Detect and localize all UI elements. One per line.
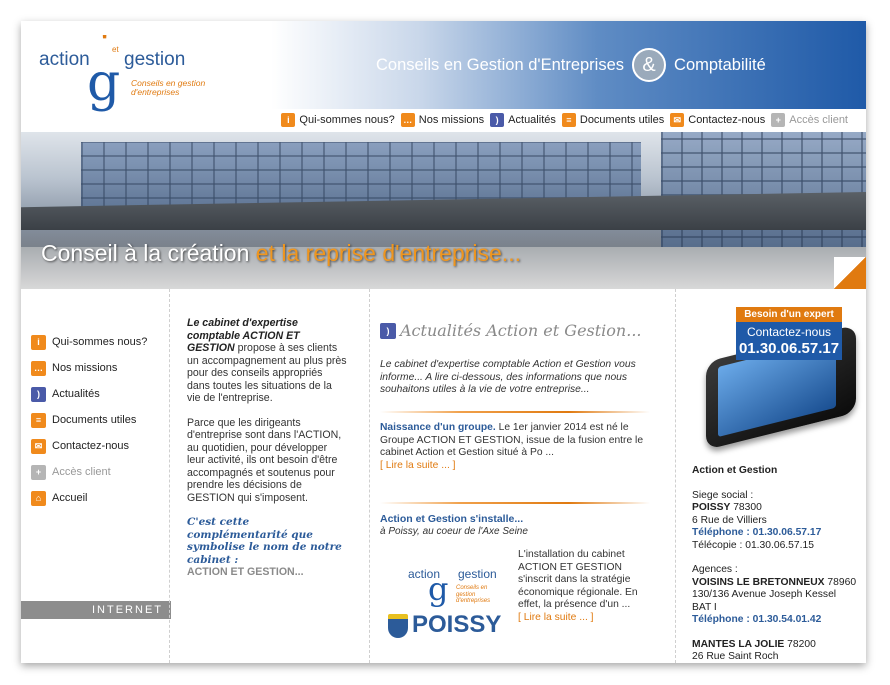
- sidebar-item-label: Actualités: [52, 388, 100, 400]
- poissy-logo-text: POISSY: [412, 611, 502, 638]
- hq-phone[interactable]: Téléphone : 01.30.06.57.17: [692, 527, 822, 538]
- sidebar-item-actualit-s[interactable]: [31, 381, 147, 407]
- logo-word-gestion: gestion: [458, 567, 497, 581]
- mail-icon: ✉: [31, 439, 46, 454]
- sidebar-item-accueil[interactable]: [31, 485, 147, 511]
- rss-icon: ): [380, 323, 396, 339]
- hero-title: [41, 240, 521, 267]
- chat-icon: …: [31, 361, 46, 376]
- sidebar-item-label: Contactez-nous: [52, 440, 130, 452]
- agencies-label: Agences :: [692, 564, 738, 575]
- logo-word-action: action: [408, 567, 441, 581]
- side-navigation: [31, 329, 147, 511]
- topnav-item-contactez-nous[interactable]: [670, 113, 765, 127]
- logo-subtitle: Conseils en gestion d'entreprises: [456, 585, 491, 604]
- sidebar-item-qui-sommes-nous[interactable]: [31, 329, 147, 355]
- sidebar-item-label: Nos missions: [52, 362, 118, 374]
- topnav-item-label: Qui-sommes nous?: [299, 114, 395, 126]
- agency-city: VOISINS LE BRETONNEUX: [692, 576, 825, 588]
- news-divider: [380, 411, 650, 413]
- hero-building-tower: [661, 132, 866, 252]
- logo-subtitle: Conseils en gestion d'entreprises: [131, 78, 206, 97]
- expert-label: Besoin d'un expert: [736, 307, 842, 322]
- about-brand: ACTION ET GESTION...: [187, 566, 304, 578]
- contact-column: [675, 289, 866, 663]
- logo-marks-icon: ''': [102, 33, 106, 50]
- rss-icon: ): [31, 387, 46, 402]
- topnav-item-label: Actualités: [508, 114, 556, 126]
- agency-city: MANTES LA JOLIE: [692, 638, 785, 650]
- hq-city: POISSY: [692, 502, 731, 513]
- expert-phone: 01.30.06.57.17: [738, 340, 840, 357]
- news-intro: Le cabinet d'expertise comptable Action et Gestion vous informe... A lire ci-dessous, des informations que nous souhaitons utiles à la vie de votre entreprise...: [380, 359, 636, 395]
- hq-street: 6 Rue de Villiers: [692, 514, 767, 526]
- topnav-item-actualit-s[interactable]: [490, 113, 556, 127]
- read-more-link[interactable]: [ Lire la suite ... ]: [380, 459, 456, 471]
- topnav-item-label: Accès client: [789, 114, 848, 126]
- topnav-item-qui-sommes-nous[interactable]: [281, 113, 394, 127]
- sidebar-item-label: Documents utiles: [52, 414, 137, 426]
- info-icon: i: [281, 113, 295, 127]
- chat-icon: …: [401, 113, 415, 127]
- topnav-item-nos-missions[interactable]: [401, 113, 484, 127]
- sidebar-item-label: Accueil: [52, 492, 88, 504]
- page-frame: [21, 21, 866, 663]
- agency-phone[interactable]: Téléphone : 01.30.54.01.42: [692, 614, 822, 625]
- agency-zip: 78960: [824, 576, 857, 588]
- company-name: Action et Gestion: [692, 465, 778, 476]
- tagline-right: Comptabilité: [674, 55, 766, 74]
- poissy-crest-icon: [388, 614, 408, 638]
- news-item: [380, 422, 660, 472]
- about-intro-text: propose à ses clients un accompagnement au plus près pour des conseils appropriés dans toutes les situations de la vie de l'entreprise.: [187, 342, 347, 404]
- site-header: [21, 21, 866, 131]
- topnav-item-documents-utiles[interactable]: [562, 113, 664, 127]
- logo-g-mark: g: [428, 570, 449, 608]
- news-title: Actualités Action et Gestion...: [400, 321, 642, 340]
- plus-icon: +: [31, 465, 46, 480]
- hq-zip: 78300: [730, 502, 762, 513]
- rss-icon: ): [490, 113, 504, 127]
- about-text: [187, 317, 347, 579]
- sidebar-item-documents-utiles[interactable]: [31, 407, 147, 433]
- info-icon: i: [31, 335, 46, 350]
- sidebar-item-nos-missions[interactable]: [31, 355, 147, 381]
- about-paragraph-2: Parce que les dirigeants d'entreprise sont dans l'ACTION, au quotidien, pour développer leur activité, ils ont besoin d'être accompagnés et soutenus pour prendre les décisions de GESTION qui s'imposent.: [187, 416, 342, 504]
- sidebar-item-label: Qui-sommes nous?: [52, 336, 148, 348]
- news-column: [369, 289, 675, 663]
- logo-word-et: et: [112, 45, 119, 54]
- mail-icon: ✉: [670, 113, 684, 127]
- topnav-item-acc-s-client[interactable]: [771, 113, 848, 127]
- agency-street: 130/136 Avenue Joseph Kessel: [692, 589, 837, 600]
- news-item-body: L'installation du cabinet ACTION ET GESTION s'inscrit dans la stratégie économique régionale. En effet, la présence d'un ...: [518, 549, 638, 610]
- news-item-subtitle: à Poissy, au coeur de l'Axe Seine: [380, 526, 528, 537]
- news-item-title[interactable]: Naissance d'un groupe.: [380, 422, 496, 433]
- plus-icon: +: [771, 113, 785, 127]
- about-closing: C'est cette complémentarité que symbolise le nom de notre cabinet :: [187, 516, 342, 566]
- expert-callout: [736, 322, 842, 360]
- news-item-text: Le 1er janvier 2014 est né le Groupe ACTION ET GESTION, issue de la fusion entre le cabinet Action et Gestion situé à Po ...: [380, 422, 644, 458]
- about-intro-emphasis: Le cabinet d'expertise comptable ACTION ET GESTION: [187, 317, 300, 354]
- logo-word-action: action: [39, 49, 90, 70]
- topnav-item-label: Contactez-nous: [688, 114, 766, 126]
- news-divider: [380, 502, 650, 504]
- header-tagline: [376, 51, 766, 79]
- logo-word-gestion: gestion: [124, 49, 186, 70]
- expert-promo[interactable]: [706, 307, 856, 452]
- logo-g-mark: g: [87, 53, 121, 113]
- topnav-item-label: Nos missions: [418, 114, 485, 126]
- hq-fax: Télécopie : 01.30.06.57.15: [692, 539, 814, 551]
- site-logo[interactable]: [39, 33, 219, 123]
- sidebar-item-acc-s-client[interactable]: [31, 459, 147, 485]
- document-icon: ≡: [31, 413, 46, 428]
- document-icon: ≡: [562, 113, 576, 127]
- ampersand-badge: &: [632, 48, 666, 82]
- news-item-title[interactable]: Action et Gestion s'installe...: [380, 513, 524, 525]
- agency-street: 26 Rue Saint Roch: [692, 651, 779, 662]
- sidebar-item-label: Accès client: [52, 466, 111, 478]
- page-curl-icon: [834, 257, 866, 289]
- about-column: [169, 289, 369, 663]
- hero-banner: [21, 132, 866, 289]
- contact-info: [692, 465, 862, 663]
- topnav-item-label: Documents utiles: [579, 114, 665, 126]
- home-icon: ⌂: [31, 491, 46, 506]
- sidebar-item-contactez-nous[interactable]: [31, 433, 147, 459]
- top-navigation: [281, 111, 848, 129]
- news-item-image: [388, 559, 508, 649]
- news-item-text: [518, 549, 658, 624]
- agency-building: BAT I: [692, 601, 717, 613]
- news-header: [380, 321, 642, 340]
- expert-cta: Contactez-nous: [746, 325, 832, 339]
- agency-zip: 78200: [784, 638, 816, 650]
- hero-title-main: Conseil à la création: [41, 240, 250, 266]
- tagline-left: Conseils en Gestion d'Entreprises: [376, 55, 625, 74]
- left-column: [21, 289, 169, 663]
- internet-band: INTERNET: [21, 601, 171, 619]
- read-more-link[interactable]: [ Lire la suite ... ]: [518, 611, 594, 623]
- hero-title-accent: et la reprise d'entreprise...: [249, 240, 521, 266]
- hq-label: Siege social :: [692, 489, 754, 501]
